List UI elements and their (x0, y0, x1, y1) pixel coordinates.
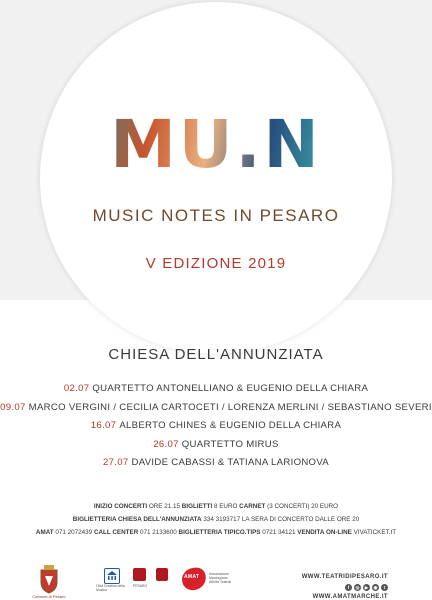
info-value: 071 2133600 (138, 529, 179, 536)
flickr-icon[interactable]: ◉ (373, 585, 378, 590)
crest-caption: Comune di Pesaro (32, 594, 66, 599)
unesco-icon (104, 568, 120, 584)
facebook-icon[interactable]: f (345, 584, 352, 591)
info-label: BIGLIETTERIA CHIESA DELL'ANNUNZIATA (72, 516, 202, 523)
info-value: VIVATICKET.IT (351, 529, 397, 536)
ticket-info (0, 500, 432, 539)
concert-artists: QUARTETTO ANTONELLIANO & EUGENIO DELLA CHIARA (92, 383, 369, 394)
concert-date: 27.07 (102, 457, 129, 468)
amat-caption: Associazione Marchigiana Attività Teatrali (209, 572, 231, 584)
info-label: BIGLIETTI (181, 503, 213, 510)
website-amat[interactable]: WWW.AMATMARCHE.IT (312, 594, 388, 600)
info-line-boxoffice (0, 513, 432, 526)
concert-date: 09.07 (0, 401, 26, 413)
social-icons (345, 584, 388, 592)
info-value: ORE 21.15 (147, 503, 182, 510)
pesaro-crest-icon (38, 564, 60, 594)
instagram-icon[interactable]: ◎ (355, 585, 360, 590)
concert-artists: MARCO VERGINI / CECILIA CARTOCETI / LORENZA MERLINI / SEBASTIANO SEVERI (28, 401, 432, 413)
info-label: BIGLIETTERIA TIPICO.TIPS (178, 529, 261, 536)
info-value: (3 CONCERTI) 20 EURO (265, 503, 339, 510)
festival-subtitle: MUSIC NOTES IN PESARO (92, 206, 340, 225)
youtube-icon[interactable]: ▶ (364, 585, 369, 590)
info-value: 0721 34121 (260, 529, 298, 536)
info-value: 071 2072439 (53, 529, 94, 536)
program-row (0, 402, 432, 420)
edition-label: V EDIZIONE 2019 (145, 255, 287, 272)
sponsor-logos (0, 560, 432, 600)
info-value: 8 EURO (212, 503, 240, 510)
program-row (0, 420, 432, 438)
concert-program (0, 383, 432, 476)
venue-title: CHIESA DELL'ANNUNZIATA (108, 346, 324, 363)
concert-date: 02.07 (63, 383, 90, 394)
info-label: AMAT (35, 529, 54, 536)
amat-logo-text: AMAT (184, 574, 200, 580)
info-line-contacts (0, 526, 432, 539)
program-row (0, 457, 432, 475)
pesaro-city-logo (133, 568, 146, 581)
info-label: CALL CENTER (93, 529, 139, 536)
info-line-times (0, 500, 432, 513)
pesaro-2024-logo (156, 568, 168, 581)
program-row (0, 383, 432, 401)
concert-artists: QUARTETTO MIRUS (181, 438, 279, 450)
info-label: VENDITA ON-LINE (297, 529, 352, 536)
unesco-caption: Città Creativa della Musica (96, 584, 125, 592)
pesaro-caption: PESARO (133, 584, 148, 588)
concert-date: 26.07 (153, 438, 179, 450)
info-label: INIZIO CONCERTI (93, 503, 148, 510)
website-teatri[interactable]: WWW.TEATRIDIPESARO.IT (301, 574, 388, 580)
mun-logo: MU.N (0, 112, 432, 178)
concert-artists: DAVIDE CABASSI & TATIANA LARIONOVA (131, 457, 330, 468)
concert-date: 16.07 (90, 420, 117, 431)
info-label: CARNET (239, 503, 266, 510)
program-row (0, 439, 432, 457)
info-value: 334 3193717 LA SERA DI CONCERTO DALLE ORE 20 (201, 516, 360, 523)
concert-artists: ALBERTO CHINES & EUGENIO DELLA CHIARA (119, 420, 342, 431)
twitter-icon[interactable]: t (381, 584, 388, 591)
